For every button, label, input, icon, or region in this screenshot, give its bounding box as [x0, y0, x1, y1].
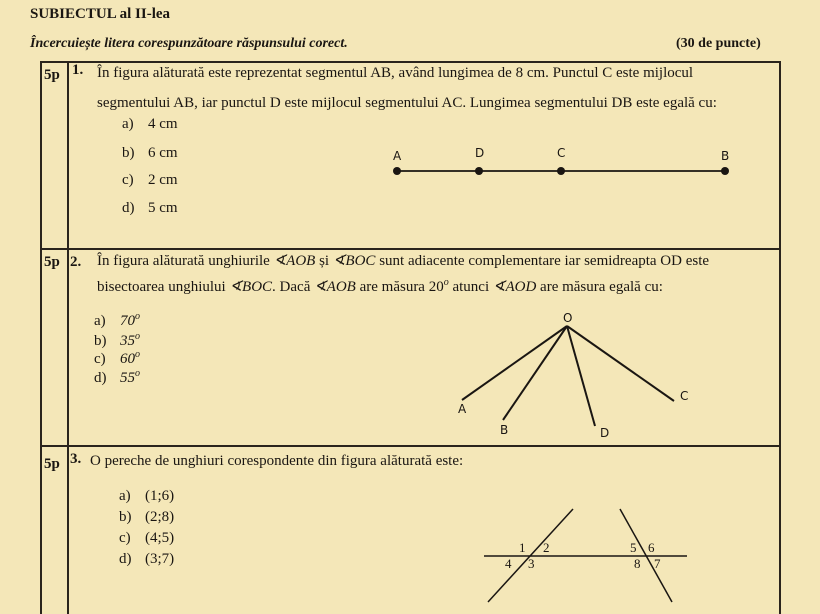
question-3-text: O pereche de unghiuri corespondente din figura alăturată este: — [90, 453, 464, 469]
q1-option-a-text: 4 cm — [148, 116, 178, 132]
angle-4-label: 4 — [505, 556, 512, 571]
q3-option-c-text: (4;5) — [145, 530, 175, 546]
instruction-text: Încercuiește litera corespunzătoare răspunsului corect. — [30, 36, 348, 51]
q1-option-d-text: 5 cm — [148, 200, 178, 216]
point-b-label: B — [721, 149, 730, 163]
q3-option-d-letter: d) — [119, 551, 132, 567]
q2-option-c-value: 60 — [120, 351, 135, 367]
point-c-label: C — [557, 146, 566, 160]
q3-option-b-text: (2;8) — [145, 509, 175, 525]
point-a-dot — [393, 167, 401, 175]
ray-a-label: A — [458, 402, 467, 416]
angle-2-label: 2 — [543, 540, 550, 555]
question-2-number: 2. — [70, 254, 82, 270]
point-d-label: D — [475, 146, 485, 160]
angle-8-label: 8 — [634, 556, 641, 571]
vertex-o-label: O — [563, 311, 573, 325]
q2-angles-figure — [458, 311, 688, 440]
angle-1-label: 1 — [519, 540, 526, 555]
q1-segment-figure — [393, 146, 729, 175]
question-2-line-2: bisectoarea unghiului ∢BOC. Dacă ∢AOB are măsura 20$^o$ atunci ∢AOD are măsura egală cu: — [97, 277, 663, 295]
section-title: SUBIECTUL al II-lea — [30, 6, 171, 22]
ray-c-label: C — [680, 389, 689, 403]
q2-option-c[interactable]: c) 60$^o$ — [94, 349, 140, 367]
q3-option-b-letter: b) — [119, 509, 132, 525]
ray-d-label: D — [600, 426, 610, 440]
q2-option-a-letter: a) — [94, 313, 106, 329]
q1-option-c-letter: c) — [122, 172, 134, 188]
angle-7-label: 7 — [654, 556, 661, 571]
q1-option-d-letter: d) — [122, 200, 135, 216]
q3-angles-figure — [484, 509, 687, 602]
q3-option-a-text: (1;6) — [145, 488, 175, 504]
q2-option-d-value: 55 — [120, 370, 135, 386]
q3-option-a-letter: a) — [119, 488, 131, 504]
question-2-line-1: În figura alăturată unghiurile ∢AOB și ∢BOC sunt adiacente complementare iar semidreapta OD este — [97, 253, 710, 269]
q2-option-c-letter: c) — [94, 351, 106, 367]
question-2-points: 5p — [44, 254, 60, 270]
question-3-points: 5p — [44, 456, 60, 472]
ray-od — [567, 326, 595, 426]
q2-option-b[interactable]: b) 35$^o$ — [94, 331, 140, 349]
angle-5-label: 5 — [630, 540, 637, 555]
point-a-label: A — [393, 149, 402, 163]
question-1-number: 1. — [72, 62, 84, 78]
point-d-dot — [475, 167, 483, 175]
q2-option-b-letter: b) — [94, 333, 107, 349]
point-b-dot — [721, 167, 729, 175]
q2-option-a[interactable]: a) 70$^o$ — [94, 311, 140, 329]
q1-option-a-letter: a) — [122, 116, 134, 132]
q1-option-b-letter: b) — [122, 145, 135, 161]
q3-option-c-letter: c) — [119, 530, 131, 546]
ray-oc — [567, 326, 674, 401]
q2-option-a-value: 70 — [120, 313, 135, 329]
q1-option-c-text: 2 cm — [148, 172, 178, 188]
q2-option-d[interactable]: d) 55$^o$ — [94, 368, 140, 386]
q3-option-d-text: (3;7) — [145, 551, 175, 567]
ray-ob — [503, 326, 567, 420]
point-c-dot — [557, 167, 565, 175]
question-1-points: 5p — [44, 67, 60, 83]
angle-6-label: 6 — [648, 540, 655, 555]
question-1-line-1: În figura alăturată este reprezentat segmentul AB, având lungimea de 8 cm. Punctul C este mijlocul — [97, 65, 694, 81]
total-points: (30 de puncte) — [676, 36, 761, 51]
ray-oa — [462, 326, 567, 400]
ray-b-label: B — [500, 423, 509, 437]
q1-option-b-text: 6 cm — [148, 145, 178, 161]
q2-option-d-letter: d) — [94, 370, 107, 386]
question-1-line-2: segmentului AB, iar punctul D este mijlocul segmentului AC. Lungimea segmentului DB este egală cu: — [97, 95, 717, 111]
q2-option-b-value: 35 — [120, 333, 135, 349]
angle-3-label: 3 — [528, 556, 535, 571]
question-3-number: 3. — [70, 451, 82, 467]
